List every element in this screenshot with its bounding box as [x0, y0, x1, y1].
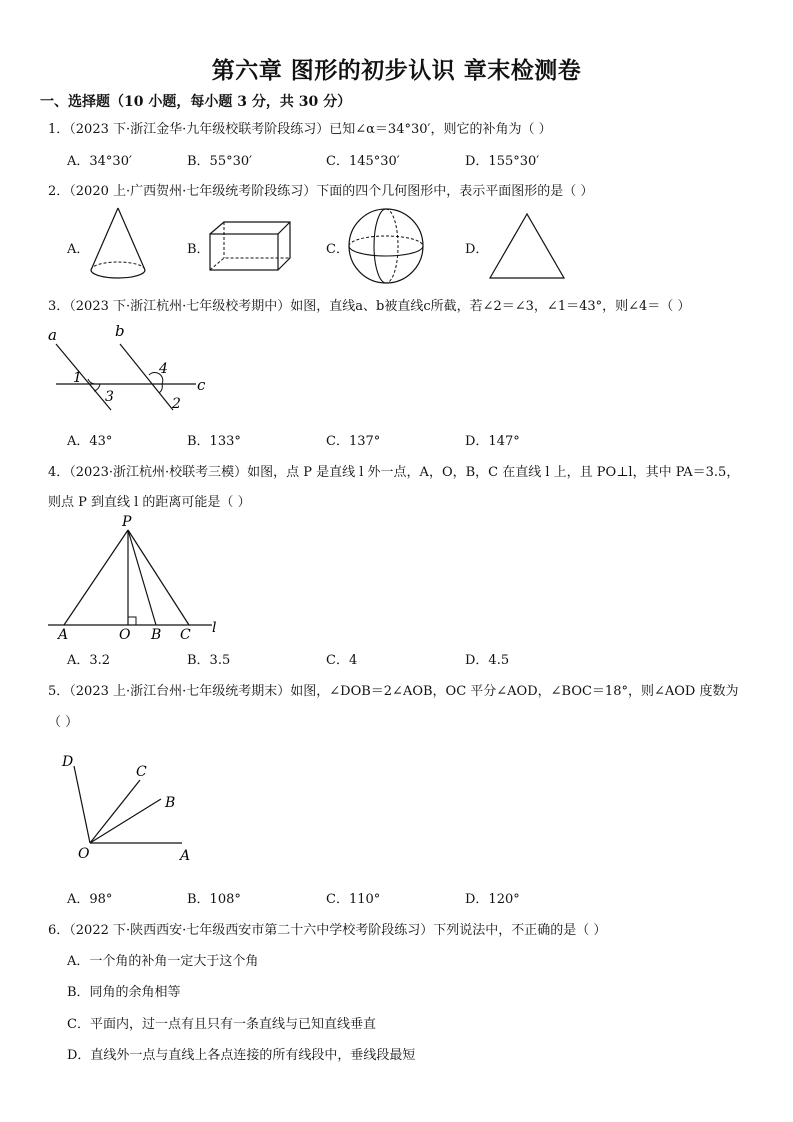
label-C: C	[180, 627, 191, 643]
q5-option-b: B．108°	[187, 892, 241, 907]
q6-statement-c: C．平面内，过一点有且只有一条直线与已知直线垂直	[67, 1017, 376, 1032]
angle-1-label: 1	[73, 370, 82, 386]
q3-option-c: C．137°	[326, 434, 381, 449]
q1-option-b: B．55°30′	[187, 154, 253, 169]
q3-option-b: B．133°	[187, 434, 241, 449]
triangle-figure	[488, 212, 566, 280]
perpendicular-figure	[44, 512, 224, 642]
q6-statement-b: B．同角的余角相等	[67, 985, 181, 1000]
q4-option-c: C．4	[326, 653, 358, 668]
label-c: c	[197, 376, 206, 394]
section-heading: 一、选择题（10 小题，每小题 3 分，共 30 分）	[40, 94, 352, 110]
q4-option-a: A．3.2	[67, 653, 111, 668]
page-title: 第六章 图形的初步认识 章末检测卷	[211, 57, 582, 84]
question-3-text: 3．（2023 下·浙江杭州·七年级校考期中）如图，直线a、b被直线c所截，若∠2＝∠3，∠1＝43°，则∠4＝（ ）	[48, 299, 691, 314]
q3-option-d: D．147°	[465, 434, 520, 449]
q5-option-c: C．110°	[326, 892, 381, 907]
label-B: B	[165, 795, 176, 811]
label-O: O	[78, 846, 90, 862]
q2-option-c: C．	[326, 242, 349, 257]
q4-option-b: B．3.5	[187, 653, 231, 668]
label-b: b	[115, 322, 125, 340]
label-A: A	[180, 848, 191, 864]
label-O: O	[119, 627, 131, 643]
question-6-text: 6．（2022 下·陕西西安·七年级西安市第二十六中学校考阶段练习）下列说法中，不正确的是（ ）	[48, 923, 607, 938]
label-D: D	[62, 754, 74, 770]
q2-option-b: B．	[187, 242, 210, 257]
question-4-text: 4．（2023·浙江杭州·校联考三模）如图，点 P 是直线 l 外一点，A，O，B，C 在直线 l 上，且 PO⊥l，其中 PA＝3.5，	[48, 465, 740, 480]
cone-figure	[88, 206, 148, 282]
question-5-text-cont: （ ）	[48, 715, 79, 730]
question-1-text: 1．（2023 下·浙江金华·九年级校联考阶段练习）已知∠α＝34°30′，则它的补角为（ ）	[48, 122, 552, 137]
label-l: l	[212, 620, 217, 636]
label-C: C	[136, 764, 147, 780]
q5-option-d: D．120°	[465, 892, 520, 907]
q1-option-d: D．155°30′	[465, 154, 540, 169]
q1-option-c: C．145°30′	[326, 154, 400, 169]
question-5-text: 5．（2023 上·浙江台州·七年级统考期末）如图，∠DOB＝2∠AOB，OC 平分∠AOD，∠BOC＝18°，则∠AOD 度数为	[48, 684, 739, 699]
label-a: a	[48, 326, 57, 344]
label-B: B	[151, 627, 162, 643]
sphere-figure	[347, 207, 425, 285]
q5-option-a: A．98°	[67, 892, 113, 907]
q4-option-d: D．4.5	[465, 653, 510, 668]
q1-option-a: A．34°30′	[67, 154, 132, 169]
angle-3-label: 3	[105, 389, 114, 405]
angle-4-label: 4	[159, 361, 168, 377]
question-2-text: 2．（2020 上·广西贺州·七年级统考阶段练习）下面的四个几何图形中，表示平面图形的是（ ）	[48, 184, 594, 199]
label-P: P	[122, 514, 132, 530]
q6-statement-a: A．一个角的补角一定大于这个角	[67, 954, 259, 969]
cuboid-figure	[208, 220, 292, 272]
q3-option-a: A．43°	[67, 434, 113, 449]
q2-option-a: A．	[67, 242, 90, 257]
angle-figure	[56, 748, 206, 868]
label-A: A	[58, 627, 69, 643]
q6-statement-d: D．直线外一点与直线上各点连接的所有线段中，垂线段最短	[67, 1048, 416, 1063]
question-4-text-cont: 则点 P 到直线 l 的距离可能是（ ）	[48, 495, 251, 510]
angle-2-label: 2	[172, 396, 181, 412]
parallel-lines-figure	[44, 322, 214, 414]
q2-option-d: D．	[465, 242, 489, 257]
